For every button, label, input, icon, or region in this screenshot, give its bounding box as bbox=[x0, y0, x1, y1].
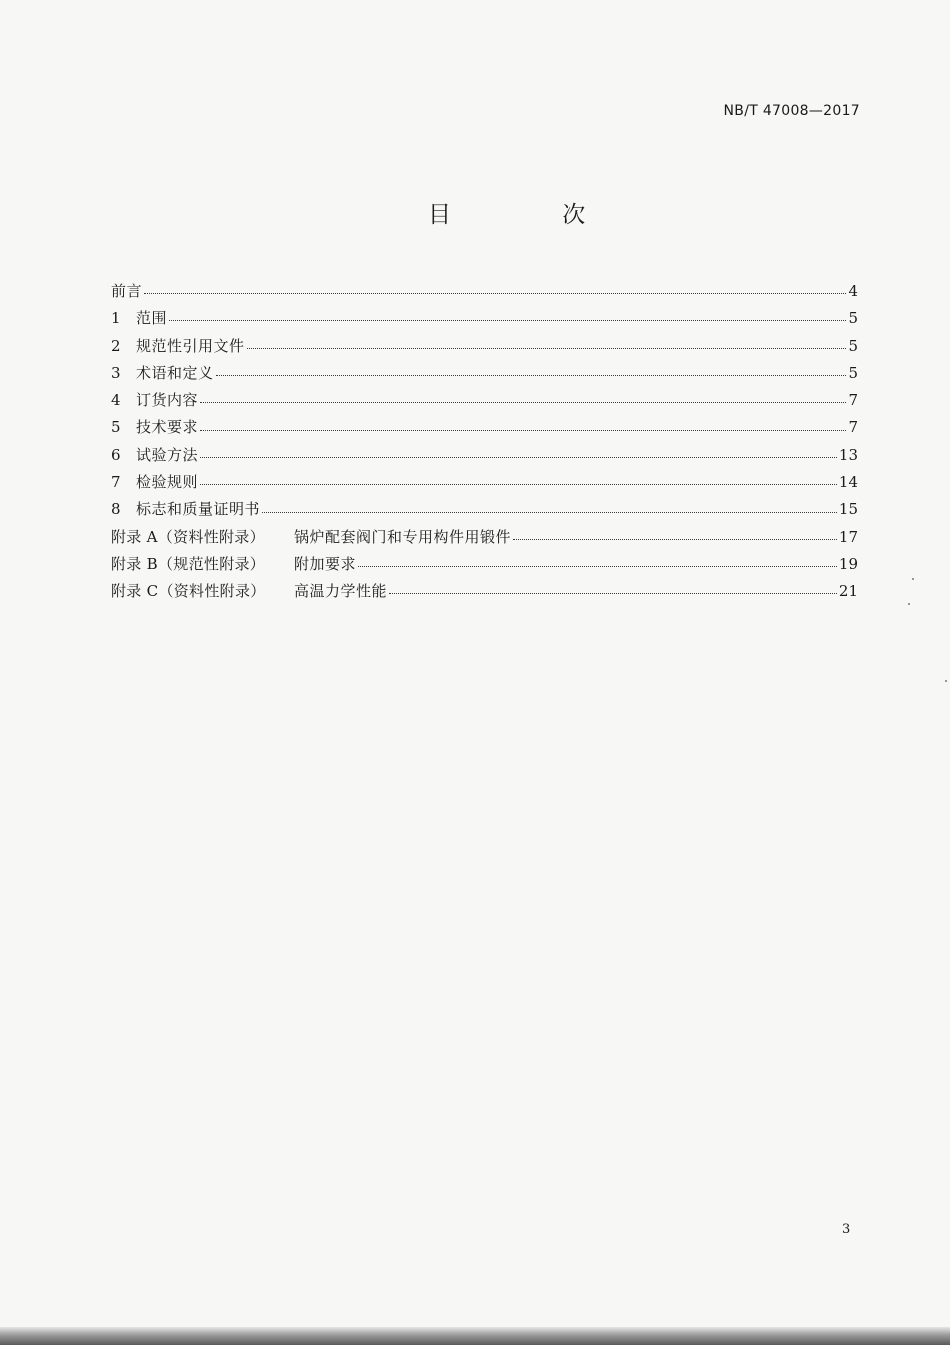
dot-leader bbox=[247, 348, 847, 349]
dot-leader bbox=[358, 566, 837, 567]
toc-entry-label: 技术要求 bbox=[136, 418, 199, 437]
scan-speck bbox=[912, 578, 914, 580]
toc-entry-label: 规范性引用文件 bbox=[136, 336, 245, 355]
toc-entry-3[interactable] bbox=[111, 360, 858, 387]
scan-speck bbox=[908, 603, 910, 605]
dot-leader bbox=[216, 375, 847, 376]
standard-code: NB/T 47008—2017 bbox=[723, 103, 860, 119]
toc-entry-page: 13 bbox=[838, 445, 858, 464]
dot-leader bbox=[200, 430, 846, 431]
toc-entry-page: 21 bbox=[838, 582, 858, 601]
toc-entry-number: 5 bbox=[111, 418, 121, 437]
dot-leader bbox=[262, 512, 837, 513]
dot-leader bbox=[200, 484, 837, 485]
toc-entry-page: 5 bbox=[848, 336, 858, 355]
dot-leader bbox=[389, 593, 837, 594]
toc-entry-number: 1 bbox=[111, 309, 121, 328]
toc-entry-page: 4 bbox=[848, 282, 858, 300]
toc-entry-page: 14 bbox=[838, 473, 858, 492]
toc-entry-number: 4 bbox=[111, 391, 121, 410]
toc-entry-label: 附加要求 bbox=[294, 554, 357, 573]
dot-leader bbox=[513, 539, 837, 540]
page-number: 3 bbox=[842, 1222, 851, 1237]
toc-entry-6[interactable] bbox=[111, 442, 858, 469]
toc-entry-annex-a[interactable] bbox=[111, 524, 858, 551]
toc-entry-number: 3 bbox=[111, 363, 121, 382]
annex-designation: 附录 B（规范性附录） bbox=[111, 554, 266, 573]
dot-leader bbox=[144, 293, 846, 294]
toc-entry-label: 锅炉配套阀门和专用构件用锻件 bbox=[294, 527, 512, 546]
table-of-contents bbox=[111, 278, 858, 606]
page-title: 目 次 bbox=[428, 202, 638, 228]
dot-leader bbox=[200, 402, 846, 403]
toc-entry-5[interactable] bbox=[111, 414, 858, 441]
toc-entry-label: 范围 bbox=[136, 309, 168, 328]
toc-entry-number: 8 bbox=[111, 500, 121, 519]
toc-entry-label: 订货内容 bbox=[136, 391, 199, 410]
toc-entry-number: 7 bbox=[111, 473, 121, 492]
toc-entry-foreword[interactable] bbox=[111, 278, 858, 305]
toc-entry-label: 检验规则 bbox=[136, 473, 199, 492]
toc-entry-label: 标志和质量证明书 bbox=[136, 500, 261, 519]
toc-entry-page: 5 bbox=[848, 363, 858, 382]
annex-designation: 附录 A（资料性附录） bbox=[111, 527, 265, 546]
toc-entry-4[interactable] bbox=[111, 387, 858, 414]
dot-leader bbox=[200, 457, 837, 458]
toc-entry-label: 前言 bbox=[111, 282, 143, 300]
toc-entry-number: 2 bbox=[111, 336, 121, 355]
dot-leader bbox=[169, 320, 846, 321]
toc-entry-2[interactable] bbox=[111, 333, 858, 360]
toc-entry-page: 5 bbox=[848, 309, 858, 328]
toc-entry-page: 7 bbox=[848, 391, 858, 410]
annex-designation: 附录 C（资料性附录） bbox=[111, 582, 266, 601]
toc-entry-annex-c[interactable] bbox=[111, 578, 858, 605]
toc-entry-page: 15 bbox=[838, 500, 858, 519]
toc-entry-1[interactable] bbox=[111, 305, 858, 332]
toc-entry-page: 7 bbox=[848, 418, 858, 437]
scan-edge-shadow bbox=[0, 1327, 950, 1345]
toc-entry-annex-b[interactable] bbox=[111, 551, 858, 578]
toc-entry-7[interactable] bbox=[111, 469, 858, 496]
toc-entry-label: 术语和定义 bbox=[136, 363, 214, 382]
toc-entry-label: 试验方法 bbox=[136, 445, 199, 464]
toc-entry-page: 17 bbox=[838, 527, 858, 546]
scan-speck bbox=[945, 680, 947, 682]
toc-entry-number: 6 bbox=[111, 445, 121, 464]
toc-entry-page: 19 bbox=[838, 554, 858, 573]
toc-entry-8[interactable] bbox=[111, 496, 858, 523]
toc-entry-label: 高温力学性能 bbox=[294, 582, 388, 601]
